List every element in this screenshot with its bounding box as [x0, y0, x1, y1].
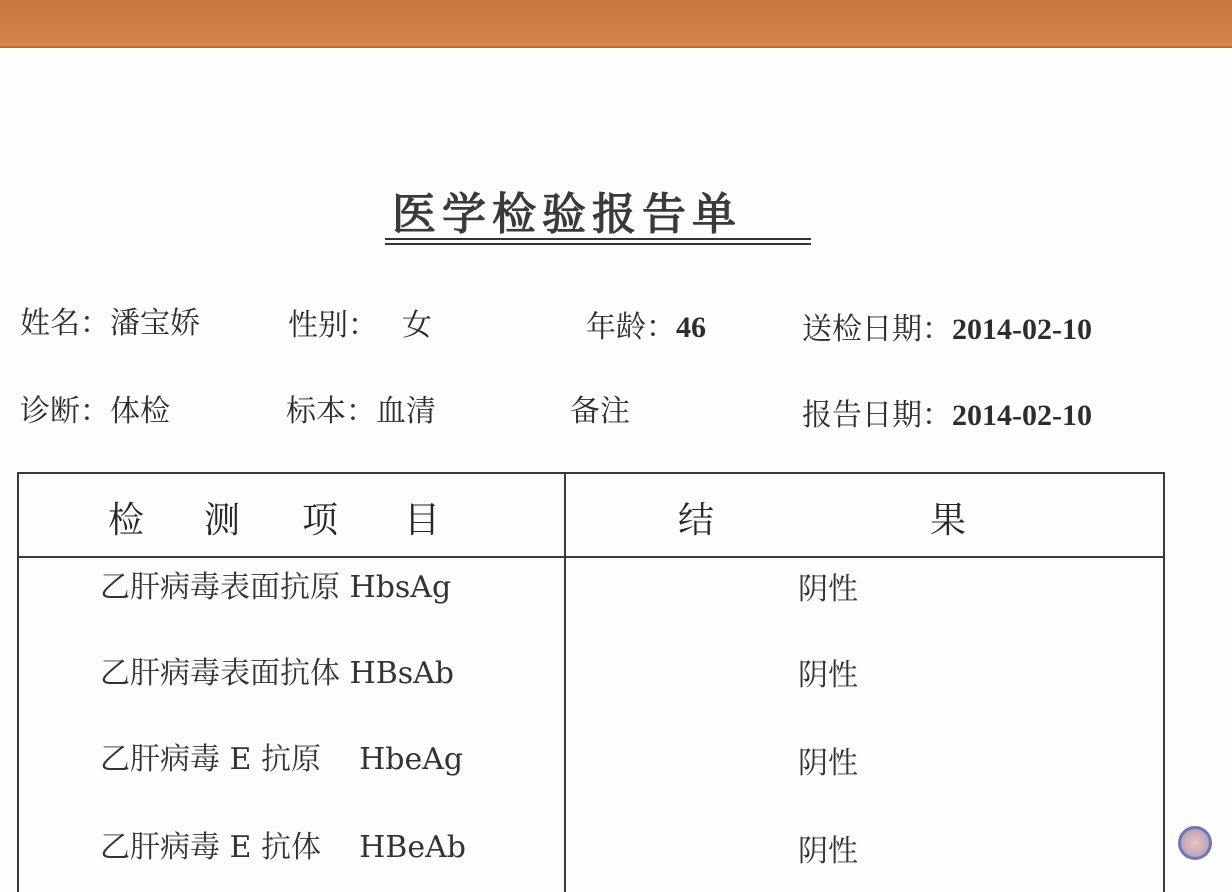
header-item-char-4: 目: [404, 500, 441, 541]
report-date-value: 2014-02-10: [952, 399, 1092, 432]
sex-label: 性别：: [288, 308, 378, 343]
remark-label: 备注: [570, 394, 630, 429]
table-row-item: 乙肝病毒 E 抗原 HbeAg: [100, 742, 464, 777]
report-date-label: 报告日期：: [802, 398, 952, 433]
table-row-result: 阴性: [798, 746, 858, 781]
table-header-rule: [17, 556, 1165, 558]
submit-date-field: [802, 304, 1092, 348]
name-value: 潘宝娇: [110, 306, 200, 341]
table-row-item: 乙肝病毒 E 抗体 HBeAb: [100, 830, 466, 865]
sex-field: [288, 300, 432, 344]
diagnosis-label: 诊断：: [20, 394, 110, 429]
name-label: 姓名：: [20, 306, 110, 341]
table-row-result: 阴性: [798, 834, 858, 869]
sex-value: 女: [402, 308, 432, 343]
specimen-value: 血清: [376, 394, 436, 429]
table-row-result: 阴性: [798, 572, 858, 607]
header-result-char-1: 结: [678, 500, 715, 541]
specimen-field: [286, 386, 436, 430]
diagnosis-value: 体检: [110, 394, 170, 429]
submit-date-label: 送检日期：: [802, 312, 952, 347]
specimen-label: 标本：: [286, 394, 376, 429]
header-result-char-2: 果: [930, 500, 967, 541]
header-item-char-1: 检: [108, 500, 145, 541]
report-date-field: [802, 390, 1092, 434]
name-field: [20, 298, 200, 342]
top-edge-band: [0, 0, 1232, 48]
title-underline: [385, 238, 811, 245]
submit-date-value: 2014-02-10: [952, 313, 1092, 346]
table-row-item: 乙肝病毒表面抗体 HBsAb: [100, 656, 455, 691]
report-title: 医学检验报告单: [392, 189, 742, 240]
table-row-result: 阴性: [798, 658, 858, 693]
table-column-divider: [564, 472, 566, 892]
diagnosis-field: [20, 386, 170, 430]
header-item-char-2: 测: [204, 500, 241, 541]
remark-field: [570, 386, 630, 430]
header-item-char-3: 项: [302, 500, 339, 541]
seal-stamp-icon: [1178, 826, 1212, 860]
age-label: 年龄：: [586, 310, 676, 345]
age-value: 46: [676, 311, 706, 344]
table-row-item: 乙肝病毒表面抗原 HbsAg: [100, 570, 452, 605]
age-field: [586, 302, 706, 346]
